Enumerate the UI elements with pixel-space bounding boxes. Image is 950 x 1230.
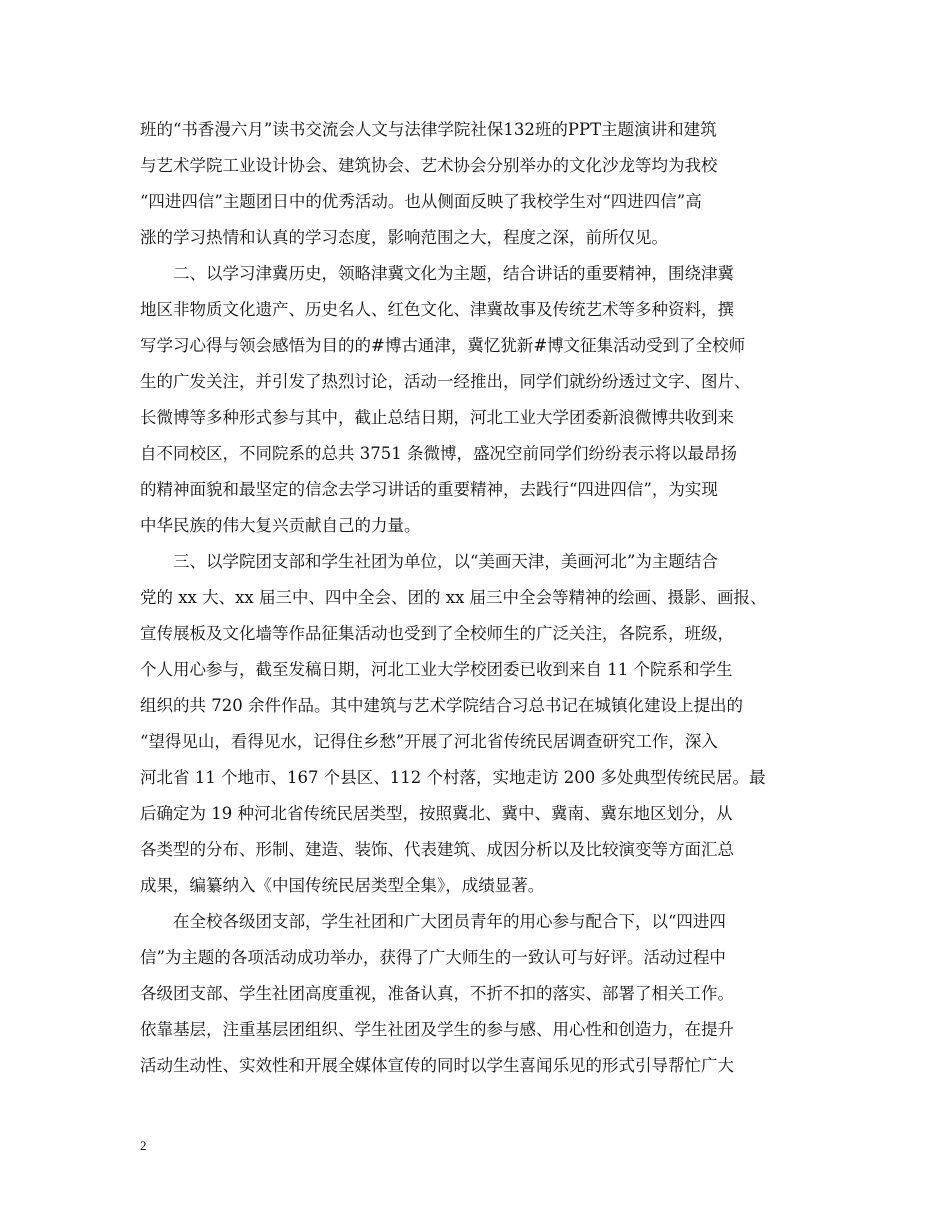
- text-line: 各类型的分布、形制、建造、装饰、代表建筑、成因分析以及比较演变等方面汇总: [140, 840, 734, 859]
- text-line: 写学习心得与领会感悟为目的的#博古通津，冀忆犹新#博文征集活动受到了全校师: [140, 336, 746, 355]
- text-line: 活动生动性、实效性和开展全媒体宣传的同时以学生喜闻乐见的形式引导帮忙广大: [140, 1056, 734, 1075]
- text-line: 组织的共 720 余件作品。其中建筑与艺术学院结合习总书记在城镇化建设上提出的: [140, 696, 743, 715]
- text-line: 自不同校区，不同院系的总共 3751 条微博，盛况空前同学们纷纷表示将以最昂扬: [140, 444, 737, 463]
- text-line: 个人用心参与，截至发稿日期，河北工业大学校团委已收到来自 11 个院系和学生: [140, 660, 733, 679]
- text-line: “望得见山，看得见水，记得住乡愁”开展了河北省传统民居调查研究工作，深入: [140, 732, 718, 751]
- text-line: 生的广发关注，并引发了热烈讨论，活动一经推出，同学们就纷纷透过文字、图片、: [140, 372, 751, 391]
- text-line: 中华民族的伟大复兴贡献自己的力量。: [140, 516, 421, 535]
- text-line: “四进四信”主题团日中的优秀活动。也从侧面反映了我校学生对“四进四信”高: [140, 192, 702, 211]
- text-line: 班的“书香漫六月”读书交流会人文与法律学院社保132班的PPT主题演讲和建筑: [140, 120, 717, 139]
- text-line: 地区非物质文化遗产、历史名人、红色文化、津冀故事及传统艺术等多种资料，撰: [140, 300, 734, 319]
- paragraph-start-line: 三、以学院团支部和学生社团为单位，以“美画天津，美画河北”为主题结合: [173, 552, 718, 571]
- text-line: 河北省 11 个地市、167 个县区、112 个村落，实地走访 200 多处典型传统民居。最: [140, 768, 766, 787]
- text-line: 长微博等多种形式参与其中，截止总结日期，河北工业大学团委新浪微博共收到来: [140, 408, 734, 427]
- text-line: 后确定为 19 种河北省传统民居类型，按照冀北、冀中、冀南、冀东地区划分，从: [140, 804, 733, 823]
- text-line: 党的 xx 大、xx 届三中、四中全会、团的 xx 届三中全会等精神的绘画、摄影、画报、: [140, 588, 767, 607]
- text-line: 的精神面貌和最坚定的信念去学习讲话的重要精神，去践行“四进四信”，为实现: [140, 480, 718, 499]
- paragraph-start-line: 二、以学习津冀历史，领略津冀文化为主题，结合讲话的重要精神，围绕津冀: [173, 264, 734, 283]
- body-text: [140, 112, 810, 1084]
- text-line: 宣传展板及文化墙等作品征集活动也受到了全校师生的广泛关注，各院系，班级，: [140, 624, 734, 643]
- text-line: 涨的学习热情和认真的学习态度，影响范围之大，程度之深，前所仅见。: [140, 228, 668, 247]
- page-number: 2: [140, 1138, 147, 1153]
- paragraph-start-line: 在全校各级团支部，学生社团和广大团员青年的用心参与配合下，以“四进四: [173, 912, 726, 931]
- text-line: 依靠基层，注重基层团组织、学生社团及学生的参与感、用心性和创造力，在提升: [140, 1020, 734, 1039]
- text-line: 信”为主题的各项活动成功举办，获得了广大师生的一致认可与好评。活动过程中: [140, 948, 726, 967]
- text-line: 各级团支部、学生社团高度重视，准备认真，不折不扣的落实、部署了相关工作。: [140, 984, 734, 1003]
- text-line: 与艺术学院工业设计协会、建筑协会、艺术协会分别举办的文化沙龙等均为我校: [140, 156, 718, 175]
- text-line: 成果，编纂纳入《中国传统民居类型全集》，成绩显著。: [140, 876, 545, 895]
